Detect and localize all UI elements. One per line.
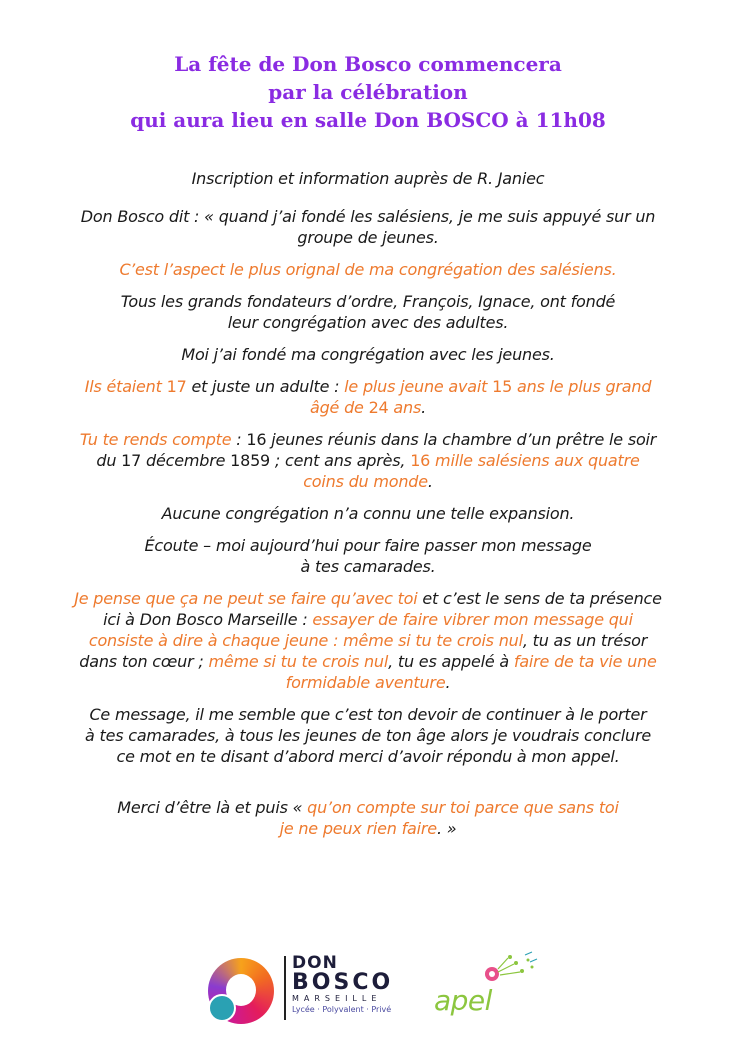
text-span: leur congrégation avec des adultes.: [227, 313, 509, 332]
text-span: et juste un adulte :: [186, 377, 345, 396]
highlight-span: faire de ta vie une: [513, 652, 657, 671]
paragraph-je-pense: [50, 588, 686, 693]
text-span: . »: [436, 819, 457, 838]
text-span: à tes camarades, à tous les jeunes de ton âge alors je voudrais conclure: [85, 726, 651, 745]
number-span: 1859: [230, 451, 271, 470]
brand-tagline: Lycée · Polyvalent · Privé: [292, 1005, 392, 1014]
text-span: Aucune congrégation n’a connu une telle expansion.: [161, 504, 575, 523]
highlight-span: Ils étaient: [84, 377, 167, 396]
highlight-span: le plus jeune avait: [344, 377, 493, 396]
text-span: , tu as un trésor: [522, 631, 648, 650]
paragraph-rends-compte: [50, 429, 686, 492]
don-bosco-brand: [292, 954, 393, 1016]
apel-logo-text: apel: [434, 984, 492, 1017]
text-span: :: [231, 430, 247, 449]
text-span: Ce message, il me semble que c’est ton devoir de continuer à le porter: [89, 705, 647, 724]
text-span: .: [427, 472, 433, 491]
number-span: 17: [121, 451, 142, 470]
highlight-span: ans le plus grand: [512, 377, 652, 396]
paragraph-founders: [50, 291, 686, 333]
highlight-span: ans: [388, 398, 422, 417]
brand-marseille: MARSEILLE: [292, 994, 382, 1003]
brand-don: DON: [292, 953, 338, 973]
text-span: du: [96, 451, 122, 470]
text-span: Écoute – moi aujourd’hui pour faire passer mon message: [144, 536, 592, 555]
highlight-span: Je pense que ça ne peut se faire qu’avec toi: [74, 589, 418, 608]
number-span: 16: [246, 430, 267, 449]
don-bosco-logo-dot-icon: [208, 994, 236, 1022]
paragraph-expansion: [50, 503, 686, 524]
paragraph-seventeen: [50, 376, 686, 418]
text-span: et c’est le sens de ta présence: [417, 589, 662, 608]
paragraph-quote-start: [50, 206, 686, 248]
number-span: 24: [368, 398, 389, 417]
paragraph-ecoute: [50, 535, 686, 577]
highlight-span: âgé de: [309, 398, 369, 417]
number-span: 15: [492, 377, 513, 396]
text-span: ce mot en te disant d’abord merci d’avoir répondu à mon appel.: [116, 747, 620, 766]
paragraph-youth: [50, 344, 686, 365]
inscription-text: Inscription et information auprès de R. Janiec: [191, 169, 545, 188]
text-span: dans ton cœur ;: [79, 652, 209, 671]
paragraph-message: [50, 704, 686, 767]
text-span: groupe de jeunes.: [297, 228, 439, 247]
paragraph-original: [50, 259, 686, 280]
highlight-span: mille salésiens aux quatre: [430, 451, 640, 470]
highlight-span: formidable aventure: [285, 673, 446, 692]
paragraph-merci: [50, 797, 686, 839]
body-text: [50, 168, 686, 850]
highlight-span: consiste à dire à chaque jeune : même si tu te crois nul: [88, 631, 523, 650]
title-line-1: La fête de Don Bosco commencera: [174, 52, 562, 76]
title-line-2: par la célébration: [268, 80, 468, 104]
brand-bosco: BOSCO: [292, 970, 394, 995]
text-span: ; cent ans après,: [270, 451, 411, 470]
text-span: .: [445, 673, 451, 692]
highlight-span: même si tu te crois nul: [208, 652, 389, 671]
logo-divider: [284, 956, 286, 1020]
text-span: Moi j’ai fondé ma congrégation avec les jeunes.: [181, 345, 555, 364]
text-span: décembre: [141, 451, 231, 470]
number-span: 17: [166, 377, 187, 396]
title-line-3: qui aura lieu en salle Don BOSCO à 11h08: [130, 108, 606, 132]
text-span: .: [421, 398, 426, 417]
text-span: Tous les grands fondateurs d’ordre, François, Ignace, ont fondé: [120, 292, 616, 311]
highlight-span: coins du monde: [303, 472, 428, 491]
highlight-span: essayer de faire vibrer mon message qui: [312, 610, 633, 629]
highlight-span: qu’on compte sur toi parce que sans toi: [307, 798, 619, 817]
paragraph-inscription: [50, 168, 686, 189]
highlight-span: je ne peux rien faire: [279, 819, 437, 838]
text-span: à tes camarades.: [300, 557, 436, 576]
text-span: Don Bosco dit : « quand j’ai fondé les salésiens, je me suis appuyé sur un: [80, 207, 656, 226]
text-span: ici à Don Bosco Marseille :: [103, 610, 313, 629]
document-title: [0, 50, 736, 134]
highlight-span: C’est l’aspect le plus orignal de ma congrégation des salésiens.: [119, 260, 617, 279]
text-span: , tu es appelé à: [388, 652, 514, 671]
footer-logos: [0, 950, 736, 1030]
text-span: Merci d’être là et puis «: [117, 798, 308, 817]
highlight-span: Tu te rends compte: [79, 430, 232, 449]
text-span: jeunes réunis dans la chambre d’un prêtre le soir: [266, 430, 657, 449]
number-span: 16: [410, 451, 431, 470]
